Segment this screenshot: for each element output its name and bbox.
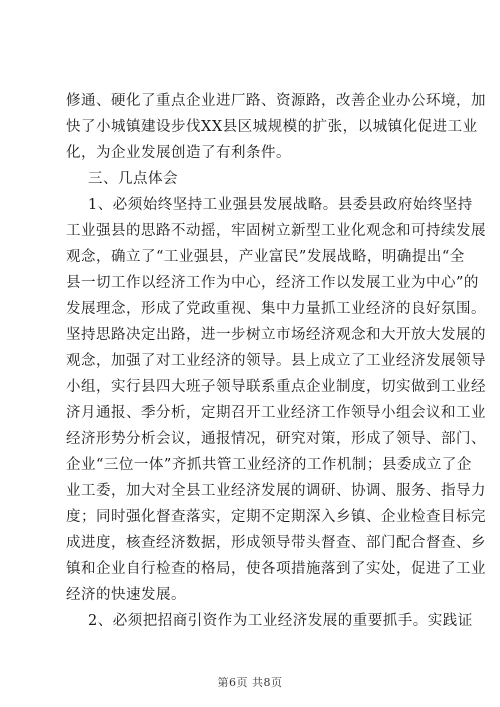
- text-line: 小组，实行县四大班子领导联系重点企业制度，切实做到工业经: [66, 379, 486, 395]
- paragraph-point-2: [66, 608, 473, 634]
- text-line: 度；同时强化督查落实，定期不定期深入乡镇、企业检查目标完: [66, 509, 486, 525]
- text-line: 观念，加强了对工业经济的领导。县上成立了工业经济发展领导: [66, 353, 486, 369]
- text-line: 成进度，核查经济数据，形成领导带头督查、部门配合督查、乡: [66, 535, 486, 551]
- paragraph-continuation: [66, 88, 486, 166]
- text-line: 经济形势分析会议，通报情况，研究对策，形成了领导、部门、: [66, 431, 486, 447]
- text-line: 坚持思路决定出路，进一步树立市场经济观念和大开放大发展的: [66, 327, 486, 343]
- paragraph-point-1: [66, 192, 486, 608]
- text-line: 业工委，加大对全县工业经济发展的调研、协调、服务、指导力: [66, 483, 486, 499]
- text-line: 化，为企业发展创造了有利条件。: [66, 145, 291, 161]
- text-line: 观念，确立了“工业强县，产业富民”发展战略，明确提出“全: [66, 249, 465, 265]
- text-line: 济月通报、季分析，定期召开工业经济工作领导小组会议和工业: [66, 405, 486, 421]
- text-line: 修通、硬化了重点企业进厂路、资源路，改善企业办公环境，加: [66, 93, 486, 109]
- text-line: 工业强县的思路不动摇，牢固树立新型工业化观念和可持续发展: [66, 223, 486, 239]
- page-footer: 第6页 共8页: [217, 676, 283, 689]
- text-line: 2、必须把招商引资作为工业经济发展的重要抓手。实践证: [88, 613, 473, 629]
- text-line: 县一切工作以经济工作为中心，经济工作以发展工业为中心”的: [66, 275, 479, 291]
- text-line: 企业“三位一体”齐抓共管工业经济的工作机制；县委成立了企: [66, 457, 472, 473]
- text-line: 镇和企业自行检查的格局，使各项措施落到了实处，促进了工业: [66, 561, 486, 577]
- heading-text: 三、几点体会: [88, 171, 178, 187]
- text-line: 1、必须始终坚持工业强县发展战略。县委县政府始终坚持: [88, 197, 473, 213]
- section-heading: [66, 166, 442, 192]
- text-line: 经济的快速发展。: [66, 587, 186, 603]
- text-line: 快了小城镇建设步伐XX县区城规模的扩张，以城镇化促进工业: [66, 119, 478, 135]
- document-body: [66, 88, 486, 634]
- text-line: 发展理念，形成了党政重视、集中力量抓工业经济的良好氛围。: [66, 301, 486, 317]
